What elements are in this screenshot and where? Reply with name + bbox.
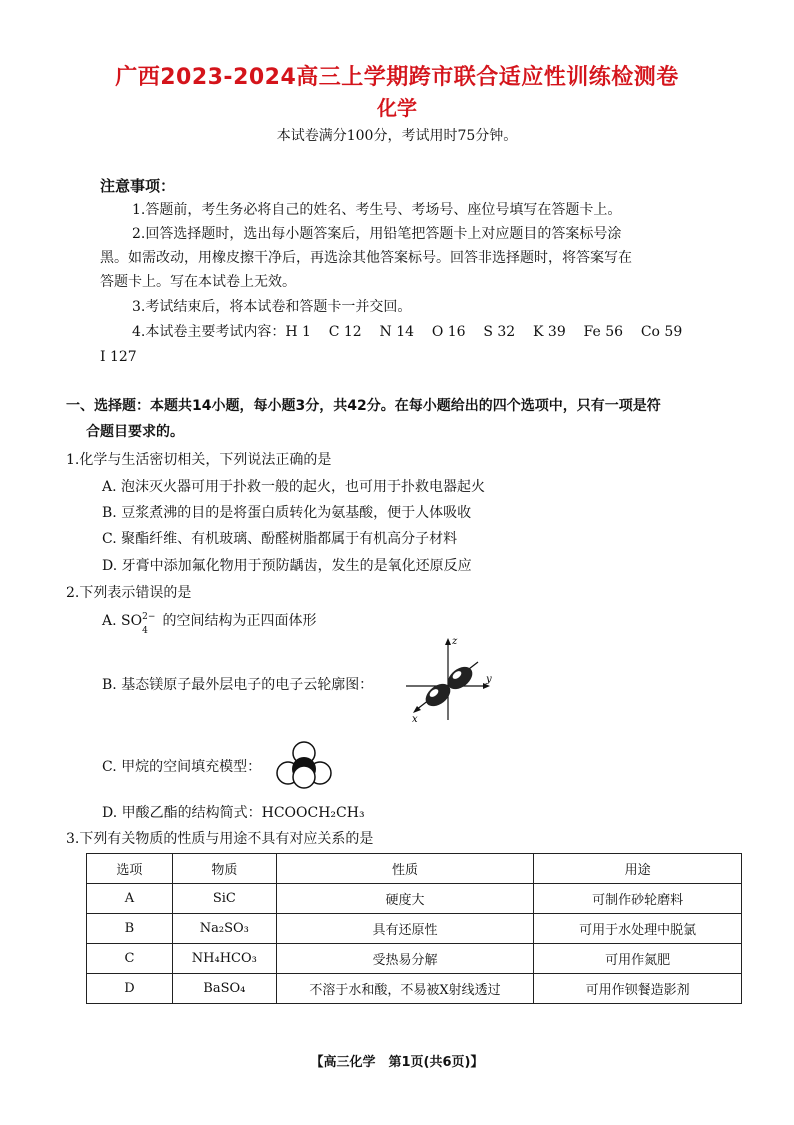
q3-stem: 3.下列有关物质的性质与用途不具有对应关系的是 [66,831,374,847]
table-header-cell: 物质 [172,854,276,884]
exam-subtitle: 本试卷满分100分，考试用时75分钟。 [276,128,518,144]
table-row [87,974,742,1004]
notice-heading: 注意事项： [100,177,176,195]
axis-z-label: z [452,636,458,647]
table-cell: 可用作钡餐造影剂 [534,974,742,1004]
q1-stem: 1.化学与生活密切相关，下列说法正确的是 [66,452,332,468]
table-cell: 受热易分解 [276,944,534,974]
table-cell: 可用作氮肥 [534,944,742,974]
section-1-heading-line-2: 合题目要求的。 [86,424,184,440]
notice-item-2-line-2: 黑。如需改动，用橡皮擦干净后，再选涂其他答案标号。回答非选择题时，将答案写在 [100,250,632,266]
methane-space-filling-model [276,739,332,791]
section-1-heading-line-1: 一、选择题：本题共14小题，每小题3分，共42分。在每小题给出的四个选项中，只有一项是符 [66,398,661,414]
table-cell: 可制作砂轮磨料 [534,884,742,914]
table-row [87,914,742,944]
q2-option-d: D. 甲酸乙酯的结构简式：HCOOCH₂CH₃ [102,805,365,821]
exam-subject: 化学 [377,96,417,120]
table-cell: 具有还原性 [276,914,534,944]
notice-item-2-line-1: 2.回答选择题时，选出每小题答案后，用铅笔把答题卡上对应题目的答案标号涂 [132,226,622,242]
exam-title: 广西2023-2024高三上学期跨市联合适应性训练检测卷 [115,65,679,90]
axis-y-label: y [486,674,492,685]
p-orbital-diagram [402,634,496,724]
notice-item-4-line-2: I 127 [100,349,137,365]
table-cell: A [87,884,173,914]
q2-option-b: B. 基态镁原子最外层电子的电子云轮廓图： [102,677,374,693]
table-cell: B [87,914,173,944]
table-cell: 不溶于水和酸，不易被X射线透过 [276,974,534,1004]
q1-option-c: C. 聚酯纤维、有机玻璃、酚醛树脂都属于有机高分子材料 [102,531,458,547]
notice-item-2-line-3: 答题卡上。写在本试卷上无效。 [100,274,296,290]
table-cell: NH₄HCO₃ [172,944,276,974]
page-footer: 【高三化学 第1页(共6页)】 [310,1055,484,1070]
table-cell: C [87,944,173,974]
q1-option-a: A. 泡沫灭火器可用于扑救一般的起火，也可用于扑救电器起火 [102,479,486,495]
table-header-cell: 选项 [87,854,173,884]
properties-table [86,853,742,1004]
notice-item-3: 3.考试结束后，将本试卷和答题卡一并交回。 [132,299,412,315]
table-cell: 可用于水处理中脱氯 [534,914,742,944]
q1-option-b: B. 豆浆煮沸的目的是将蛋白质转化为氨基酸，便于人体吸收 [102,505,472,521]
q2-stem: 2.下列表示错误的是 [66,585,192,601]
table-cell: Na₂SO₃ [172,914,276,944]
q2-option-c: C. 甲烷的空间填充模型： [102,759,262,775]
q1-option-d: D. 牙膏中添加氟化物用于预防龋齿，发生的是氧化还原反应 [102,558,472,574]
table-cell: D [87,974,173,1004]
notice-item-1: 1.答题前，考生务必将自己的姓名、考生号、考场号、座位号填写在答题卡上。 [132,202,622,218]
table-row [87,884,742,914]
table-cell: 硬度大 [276,884,534,914]
table-header-row [87,854,742,884]
table-row [87,944,742,974]
q2-option-a: A. SO 2− 4 的空间结构为正四面体形 [102,612,317,636]
table-cell: SiC [172,884,276,914]
table-header-cell: 性质 [276,854,534,884]
axis-x-label: x [412,714,418,725]
table-header-cell: 用途 [534,854,742,884]
table-cell: BaSO₄ [172,974,276,1004]
notice-item-4-line-1: 4.本试卷主要考试内容：H 1 C 12 N 14 O 16 S 32 K 39 Fe 56 Co 59 [132,324,683,340]
